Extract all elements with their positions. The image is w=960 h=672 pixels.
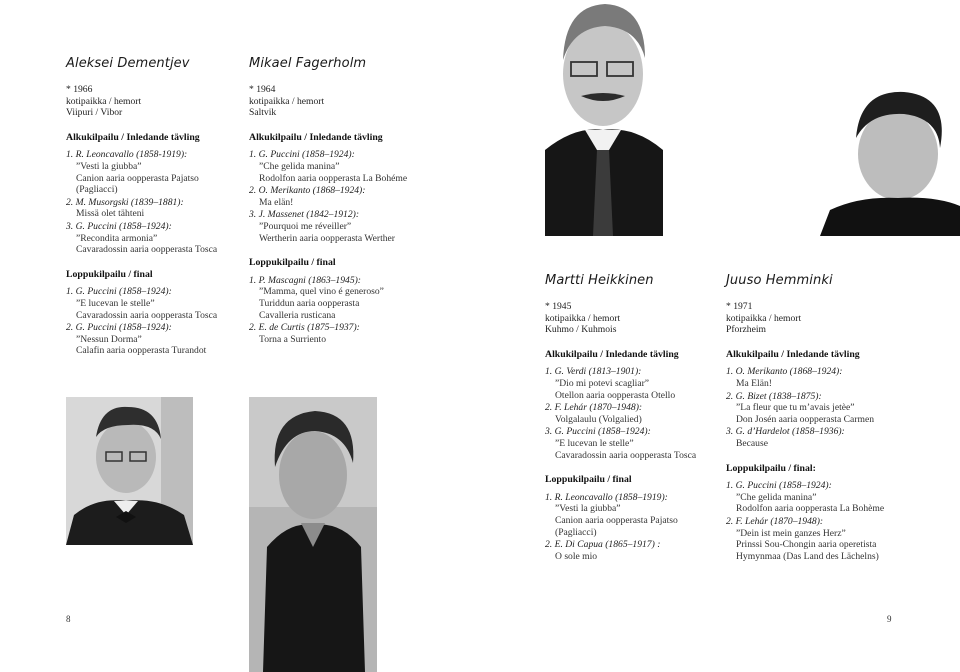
piece-line: Ma elän! xyxy=(259,196,294,208)
composer-line: 1. R. Leoncavallo (1858–1919): xyxy=(545,491,668,503)
composer-line: 1. P. Mascagni (1863–1945): xyxy=(249,274,362,286)
info-line: * 1971 xyxy=(726,301,753,312)
program-entry xyxy=(249,209,434,244)
composer-line: 3. J. Massenet (1842–1912): xyxy=(249,209,360,221)
composer-line: 1. G. Puccini (1858–1924): xyxy=(66,286,172,298)
piece-line: Rodolfon aaria oopperasta La Bohème xyxy=(736,503,885,515)
composer-line: 1. G. Verdi (1813–1901): xyxy=(545,366,642,378)
composer-line: 3. G. Puccini (1858–1924): xyxy=(545,426,651,438)
section-title: Loppukilpailu / final xyxy=(249,257,336,269)
portrait-photo-dementjev xyxy=(66,397,193,545)
program-entry xyxy=(249,322,434,345)
piece-line: ”Recondita armonia” xyxy=(76,232,158,244)
info-line: kotipaikka / hemort xyxy=(249,95,325,107)
piece-line: ”Nessun Dorma” xyxy=(76,333,142,345)
piece-line: ”Vesti la giubba” xyxy=(555,503,621,515)
program-entry xyxy=(545,492,725,538)
program-entry xyxy=(545,402,725,425)
program-entry xyxy=(249,149,434,184)
program-entry xyxy=(545,366,725,401)
composer-line: 1. O. Merikanto (1868–1924): xyxy=(726,366,843,378)
program-entry xyxy=(726,426,926,449)
composer-line: 1. R. Leoncavallo (1858-1919): xyxy=(66,149,188,161)
piece-line: ”E lucevan le stelle” xyxy=(555,437,634,449)
piece-line: Canion aaria oopperasta Pajatso xyxy=(76,172,199,184)
piece-line: Rodolfon aaria oopperasta La Bohéme xyxy=(259,172,408,184)
section-title: Loppukilpailu / final: xyxy=(726,462,816,474)
composer-line: 2. F. Lehár (1870–1948): xyxy=(545,402,643,414)
singer-info xyxy=(726,301,926,336)
program-entry xyxy=(66,149,241,195)
piece-line: Canion aaria oopperasta Pajatso xyxy=(555,514,678,526)
program-entry xyxy=(726,480,926,515)
singer-column-dementjev xyxy=(66,56,241,358)
piece-line: Cavalleria rusticana xyxy=(259,309,336,321)
piece-line: Cavaradossin aaria oopperasta Tosca xyxy=(76,309,218,321)
piece-line: ”Vesti la giubba” xyxy=(76,160,142,172)
program-entry xyxy=(545,426,725,461)
portrait-photo-heikkinen xyxy=(545,0,663,236)
program-entry xyxy=(249,185,434,208)
program-entry xyxy=(249,275,434,321)
piece-line: Cavaradossin aaria oopperasta Tosca xyxy=(555,449,697,461)
piece-line: ”La fleur que tu m’avais jetèe” xyxy=(736,402,855,414)
portrait-photo-fagerholm xyxy=(249,397,377,672)
info-line: kotipaikka / hemort xyxy=(726,312,802,324)
program-entry xyxy=(66,197,241,220)
piece-line: Torna a Surriento xyxy=(259,333,326,345)
program-entry xyxy=(66,221,241,256)
singer-name: Mikael Fagerholm xyxy=(249,56,367,71)
program-entry xyxy=(726,366,926,389)
info-line: * 1966 xyxy=(66,84,93,95)
info-line: Kuhmo / Kuhmois xyxy=(545,324,617,336)
program-entry xyxy=(66,322,241,357)
piece-line: Prinssi Sou-Chongin aaria operetista xyxy=(736,539,877,551)
singer-info xyxy=(545,301,725,336)
piece-line: Missä olet tähteni xyxy=(76,208,145,220)
section-title: Alkukilpailu / Inledande tävling xyxy=(249,131,383,143)
piece-line: ”Dein ist mein ganzes Herz” xyxy=(736,527,846,539)
piece-line: Turiddun aaria oopperasta xyxy=(259,297,360,309)
program-entry xyxy=(726,391,926,426)
info-line: Viipuri / Vibor xyxy=(66,107,123,119)
piece-line: Don Josén aaria oopperasta Carmen xyxy=(736,413,874,425)
singer-info xyxy=(249,84,434,119)
piece-line: Otellon aaria oopperasta Otello xyxy=(555,389,676,401)
info-line: kotipaikka / hemort xyxy=(545,312,621,324)
page-number-right: 9 xyxy=(887,614,892,624)
info-line: kotipaikka / hemort xyxy=(66,95,142,107)
piece-line: ”Che gelida manina” xyxy=(259,160,340,172)
section-title: Alkukilpailu / Inledande tävling xyxy=(545,348,679,360)
composer-line: 2. O. Merikanto (1868–1924): xyxy=(249,185,366,197)
program-entry xyxy=(726,516,926,562)
singer-name: Juuso Hemminki xyxy=(726,273,833,288)
composer-line: 2. M. Musorgski (1839–1881): xyxy=(66,196,184,208)
info-line: Pforzheim xyxy=(726,324,766,336)
info-line: * 1964 xyxy=(249,84,276,95)
piece-line: O sole mio xyxy=(555,550,598,562)
composer-line: 3. G. d’Hardelot (1858–1936): xyxy=(726,426,845,438)
composer-line: 2. E. de Curtis (1875–1937): xyxy=(249,322,360,334)
piece-line: ”Mamma, quel vino é generoso” xyxy=(259,286,384,298)
piece-line: Hymynmaa (Das Land des Lächelns) xyxy=(736,550,879,562)
piece-line: (Pagliacci) xyxy=(555,526,597,538)
singer-info xyxy=(66,84,241,119)
program-entry xyxy=(66,286,241,321)
piece-line: Cavaradossin aaria oopperasta Tosca xyxy=(76,244,218,256)
piece-line: ”Pourquoi me réveiller” xyxy=(259,220,352,232)
page-number-left: 8 xyxy=(66,614,71,624)
program-entry xyxy=(545,539,725,562)
info-line: Saltvik xyxy=(249,107,277,119)
info-line: * 1945 xyxy=(545,301,572,312)
piece-line: ”Che gelida manina” xyxy=(736,491,817,503)
composer-line: 2. E. Di Capua (1865–1917) : xyxy=(545,539,661,551)
portrait-photo-hemminki xyxy=(820,88,960,236)
piece-line: Ma Elän! xyxy=(736,377,772,389)
piece-line: (Pagliacci) xyxy=(76,184,118,196)
singer-name: Martti Heikkinen xyxy=(545,273,654,288)
section-title: Loppukilpailu / final xyxy=(66,268,153,280)
singer-column-fagerholm xyxy=(249,56,434,346)
composer-line: 2. G. Bizet (1838–1875): xyxy=(726,390,822,402)
piece-line: ”E lucevan le stelle” xyxy=(76,297,155,309)
singer-column-hemminki xyxy=(726,273,926,563)
composer-line: 1. G. Puccini (1858–1924): xyxy=(726,480,832,492)
singer-name: Aleksei Dementjev xyxy=(66,56,190,71)
piece-line: Volgalaulu (Volgalied) xyxy=(555,413,642,425)
composer-line: 3. G. Puccini (1858–1924): xyxy=(66,220,172,232)
piece-line: Calafin aaria oopperasta Turandot xyxy=(76,345,207,357)
piece-line: Because xyxy=(736,437,768,449)
piece-line: ”Dio mi potevi scagliar” xyxy=(555,377,650,389)
section-title: Alkukilpailu / Inledande tävling xyxy=(66,131,200,143)
section-title: Alkukilpailu / Inledande tävling xyxy=(726,348,860,360)
section-title: Loppukilpailu / final xyxy=(545,474,632,486)
composer-line: 1. G. Puccini (1858–1924): xyxy=(249,149,355,161)
composer-line: 2. G. Puccini (1858–1924): xyxy=(66,322,172,334)
piece-line: Wertherin aaria oopperasta Werther xyxy=(259,232,395,244)
singer-column-heikkinen xyxy=(545,273,725,563)
composer-line: 2. F. Lehár (1870–1948): xyxy=(726,515,824,527)
